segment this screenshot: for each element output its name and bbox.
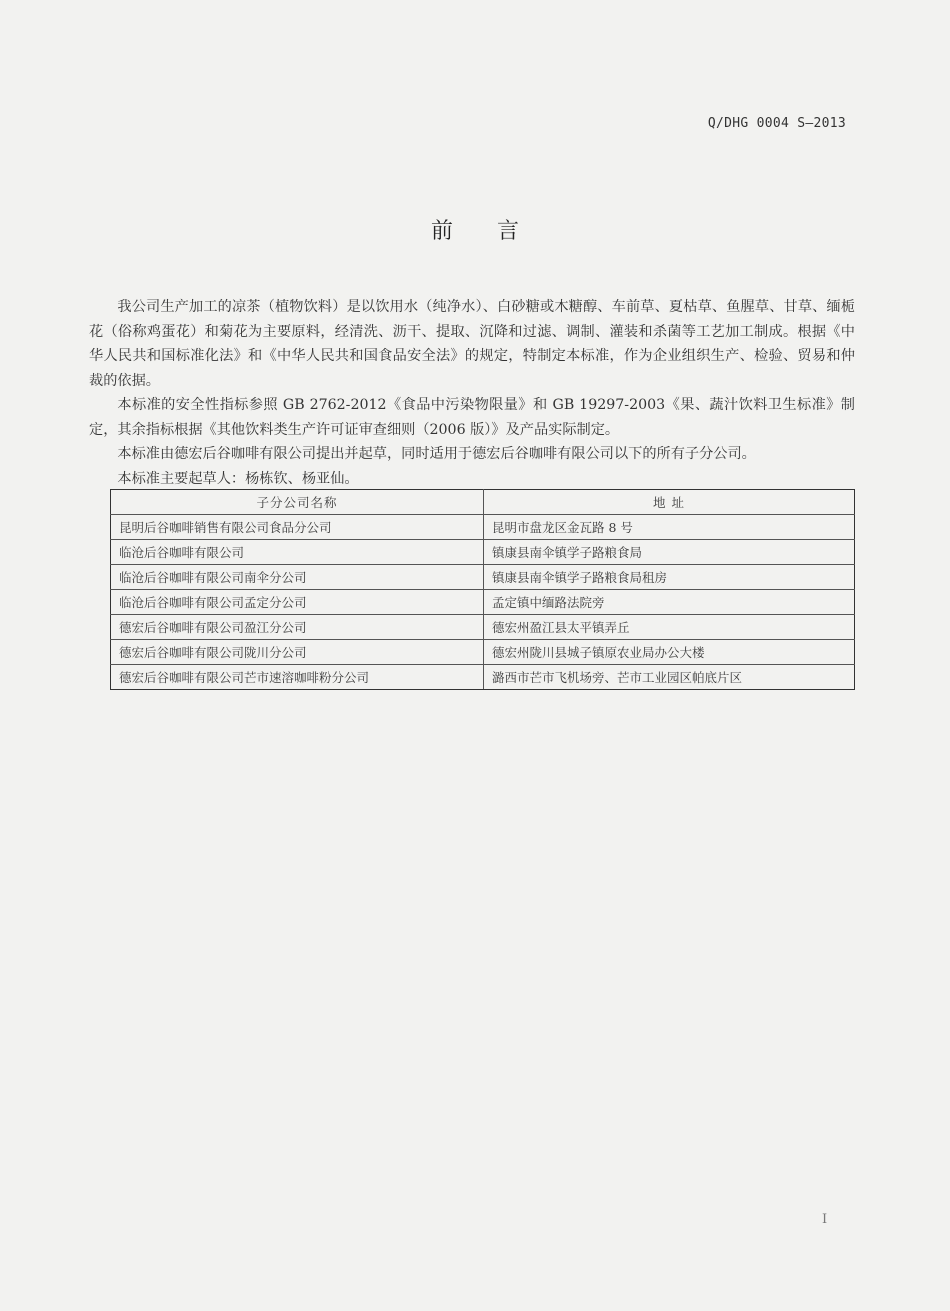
table-row: [111, 665, 855, 690]
table-row: [111, 515, 855, 540]
table-row: [111, 640, 855, 665]
cell-address: 德宏州陇川县城子镇原农业局办公大楼: [484, 640, 855, 665]
table-row: [111, 615, 855, 640]
cell-address: 德宏州盈江县太平镇弄丘: [484, 615, 855, 640]
column-header-address: 地 址: [484, 490, 855, 515]
cell-address: 镇康县南伞镇学子路粮食局租房: [484, 565, 855, 590]
foreword-body: [89, 295, 855, 491]
cell-company-name: 临沧后谷咖啡有限公司孟定分公司: [111, 590, 484, 615]
table-row: [111, 565, 855, 590]
paragraph-intro: 我公司生产加工的凉茶（植物饮料）是以饮用水（纯净水）、白砂糖或木糖醇、车前草、夏枯草、鱼腥草、甘草、缅栀花（俗称鸡蛋花）和菊花为主要原料，经清洗、沥干、提取、沉降和过滤、调制、灌装和杀菌等工艺加工制成。根据《中华人民共和国标准化法》和《中华人民共和国食品安全法》的规定，特制定本标准，作为企业组织生产、检验、贸易和仲裁的依据。: [89, 299, 855, 389]
cell-company-name: 德宏后谷咖啡有限公司盈江分公司: [111, 615, 484, 640]
paragraph-safety-indicators: 本标准的安全性指标参照 GB 2762-2012《食品中污染物限量》和 GB 19297-2003《果、蔬汁饮料卫生标准》制定，其余指标根据《其他饮料类生产许可证审查细则（2006 版）》及产品实际制定。: [89, 397, 855, 438]
cell-company-name: 昆明后谷咖啡销售有限公司食品分公司: [111, 515, 484, 540]
paragraph-drafter-company: 本标准由德宏后谷咖啡有限公司提出并起草，同时适用于德宏后谷咖啡有限公司以下的所有子分公司。: [117, 446, 756, 462]
subsidiary-table: [110, 489, 855, 690]
cell-address: 镇康县南伞镇学子路粮食局: [484, 540, 855, 565]
document-code: Q/DHG 0004 S—2013: [707, 116, 846, 131]
table-header-row: [111, 490, 855, 515]
table-row: [111, 590, 855, 615]
cell-address: 孟定镇中缅路法院旁: [484, 590, 855, 615]
page-title: 前言: [430, 219, 563, 244]
column-header-name: 子分公司名称: [111, 490, 484, 515]
paragraph-drafters: 本标准主要起草人：杨栋钦、杨亚仙。: [117, 470, 359, 487]
page-number: I: [822, 1212, 828, 1227]
cell-address: 昆明市盘龙区金瓦路 8 号: [484, 515, 855, 540]
cell-company-name: 临沧后谷咖啡有限公司南伞分公司: [111, 565, 484, 590]
table-row: [111, 540, 855, 565]
cell-company-name: 德宏后谷咖啡有限公司陇川分公司: [111, 640, 484, 665]
cell-company-name: 临沧后谷咖啡有限公司: [111, 540, 484, 565]
cell-address: 潞西市芒市飞机场旁、芒市工业园区帕底片区: [484, 665, 855, 690]
cell-company-name: 德宏后谷咖啡有限公司芒市速溶咖啡粉分公司: [111, 665, 484, 690]
